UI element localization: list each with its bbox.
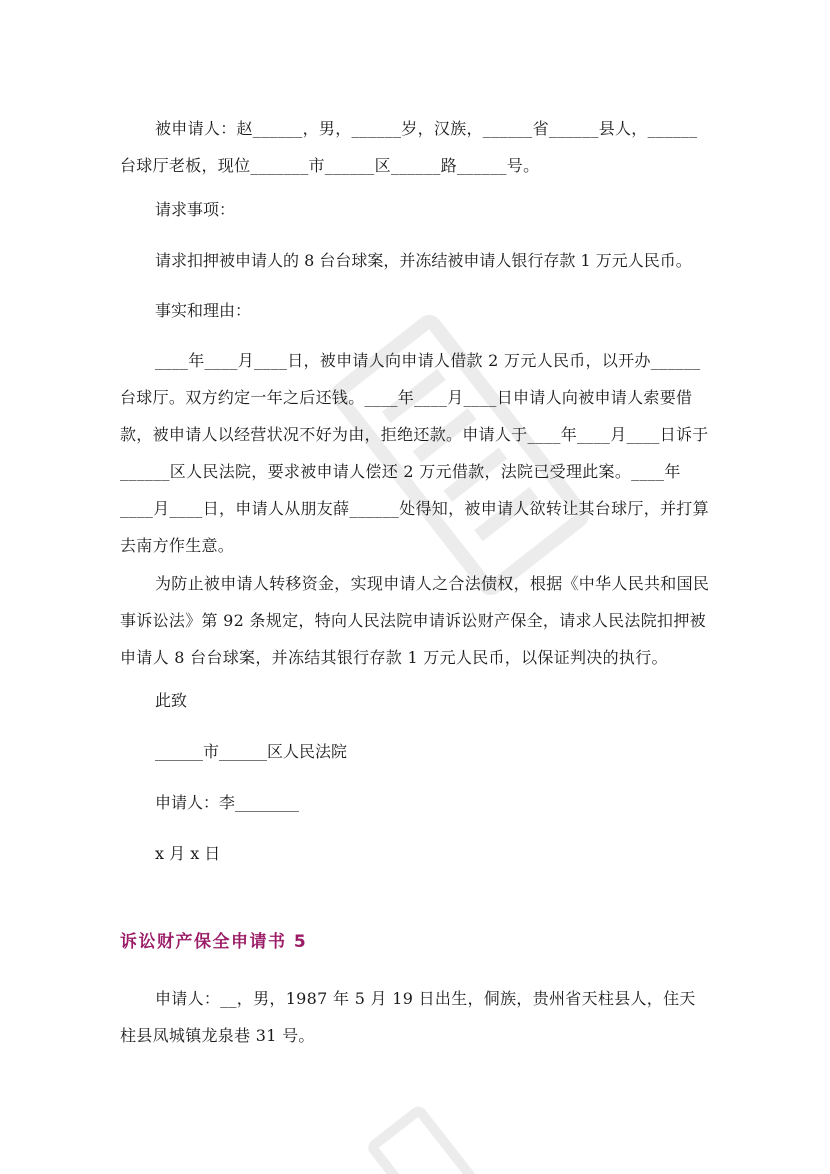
applicant-signature: 申请人：李________: [155, 793, 300, 812]
respondent-info: 被申请人：赵______，男，______岁，汉族，______省______县人，______台球厅老板，现位_______市______区______路______号。: [120, 119, 698, 175]
section-title: 诉讼财产保全申请书 5: [120, 932, 308, 952]
purpose-text: 为防止被申请人转移资金，实现申请人之合法债权，根据《中华人民共和国民事诉讼法》第 92 条规定，特向人民法院申请诉讼财产保全，请求人民法院扣押被申请人 8 台台球案，并冻结其银行存款 1 万元人民币，以保证判决的执行。: [120, 574, 710, 667]
claims-text: 请求扣押被申请人的 8 台台球案，并冻结被申请人银行存款 1 万元人民币。: [155, 251, 692, 270]
sign-date: x 月 x 日: [155, 844, 221, 863]
facts-text: ____年____月____日，被申请人向申请人借款 2 万元人民币，以开办______台球厅。双方约定一年之后还钱。____年____月____日申请人向被申请人索要借款，被申请人以经营状况不好为由，拒绝还款。申请人于____年____月____日诉于______区人民法院，要求被申请人偿还 2 万元借款，法院已受理此案。____年____月____日，申请人从朋友薛______处得知，被申请人欲转让其台球厅，并打算去南方作生意。: [120, 351, 709, 555]
claims-heading: 请求事项：: [155, 200, 236, 219]
section5-applicant-info: 申请人：__，男，1987 年 5 月 19 日出生，侗族，贵州省天柱县人，住天柱县凤城镇龙泉巷 31 号。: [120, 989, 696, 1045]
court-name: ______市______区人民法院: [155, 742, 348, 761]
salutation: 此致: [155, 691, 188, 710]
facts-heading: 事实和理由：: [155, 301, 252, 320]
watermark-logo-bottom: [360, 1100, 480, 1174]
